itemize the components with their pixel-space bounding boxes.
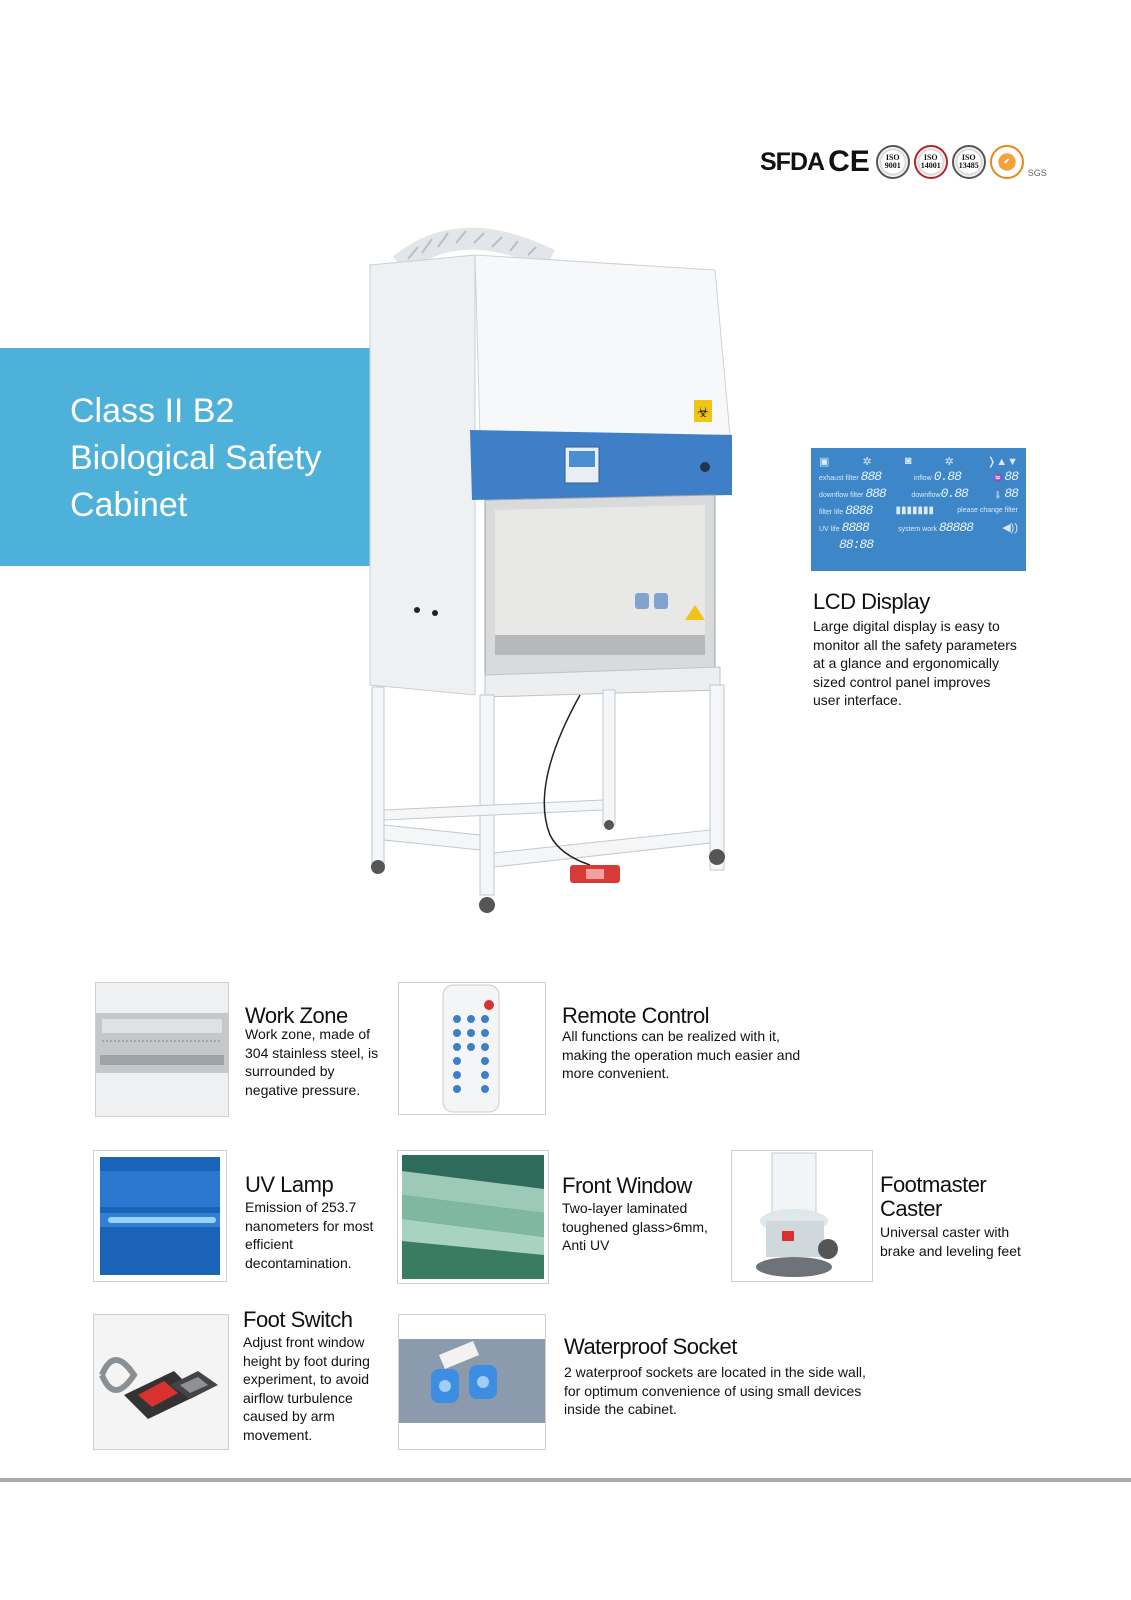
lcd-icon-row [819, 454, 1018, 468]
uv-icon: ✲ [944, 455, 954, 468]
product-title [70, 388, 370, 529]
product-title-line-1: Class II B2 [70, 392, 235, 430]
certification-logos [760, 140, 1047, 184]
sfda-logo: SFDA [760, 147, 825, 176]
front-window-title: Front Window [562, 1173, 692, 1198]
uv-lamp-description: Emission of 253.7 nanometers for most efficient decontamination. [245, 1199, 374, 1271]
socket-icon: ◙ [904, 455, 912, 467]
front-window-image [397, 1150, 549, 1284]
fan-icon: ▣ [819, 455, 830, 468]
cabinet-stand [372, 685, 724, 895]
iso-13485-seal: ISO 13485 [952, 145, 986, 179]
lcd-panel-illustration: ▣ ✲ ◙ ✲ ❭▲▼ exhaust filter 888 inflow 0.88 ♒ 88 downflow filter 888 downflow0.88 🌡 88 filter life 8888 ▮▮▮▮▮▮▮ please change filter UV life 8888 system work 88888 ◀)) 88:88 [811, 448, 1026, 571]
lcd-display-description: Large digital display is easy to monitor all the safety parameters at a glance and ergonomically sized control panel improves user interface. [813, 618, 1017, 708]
sgs-seal: ✔ [990, 145, 1024, 179]
product-title-line-3: Cabinet [70, 486, 188, 524]
sgs-label: SGS [1027, 168, 1047, 178]
ce-mark: CE [828, 145, 870, 178]
foot-switch-image [93, 1314, 229, 1450]
iso-14001-seal: ISO 14001 [914, 145, 948, 179]
filter-bar-icon: ▮▮▮▮▮▮▮ [895, 505, 935, 516]
speaker-icon: ◀)) [1002, 522, 1018, 534]
work-zone-title: Work Zone [245, 1003, 348, 1028]
humidity-icon: ♒ [993, 475, 1003, 482]
arrows-icon: ❭▲▼ [987, 455, 1018, 468]
footmaster-caster-title-line-1: Footmaster [880, 1172, 987, 1197]
waterproof-socket-title: Waterproof Socket [564, 1334, 737, 1359]
cabinet-illustration [360, 225, 760, 935]
lcd-display-title: LCD Display [813, 589, 930, 614]
product-title-line-2: Biological Safety [70, 439, 322, 477]
foot-switch-title: Foot Switch [243, 1307, 353, 1332]
light-icon: ✲ [862, 455, 872, 468]
footmaster-caster-title [880, 1173, 986, 1221]
footmaster-caster-title-line-2: Caster [880, 1196, 942, 1221]
svg-text:☣: ☣ [696, 405, 710, 421]
footmaster-caster-description: Universal caster with brake and leveling feet [880, 1224, 1021, 1259]
footer-divider [0, 1478, 1131, 1482]
iso-9001-seal: ISO 9001 [876, 145, 910, 179]
foot-switch-description: Adjust front window height by foot during experiment, to avoid airflow turbulence caused by arm movement. [243, 1334, 370, 1443]
work-zone-description: Work zone, made of 304 stainless steel, is surrounded by negative pressure. [245, 1026, 379, 1098]
work-zone-image [95, 982, 229, 1117]
front-window-description: Two-layer laminated toughened glass>6mm, Anti UV [562, 1200, 708, 1253]
remote-control-image [398, 982, 546, 1115]
waterproof-socket-image [398, 1314, 546, 1450]
remote-control-description: All functions can be realized with it, making the operation much easier and more convenient. [562, 1028, 801, 1081]
waterproof-socket-description: 2 waterproof sockets are located in the side wall, for optimum convenience of using small devices inside the cabinet. [564, 1364, 866, 1417]
remote-control-title: Remote Control [562, 1003, 710, 1028]
thermometer-icon: 🌡 [993, 492, 1003, 499]
footmaster-caster-image [731, 1150, 873, 1282]
uv-lamp-title: UV Lamp [245, 1172, 334, 1197]
uv-lamp-image [93, 1150, 227, 1282]
